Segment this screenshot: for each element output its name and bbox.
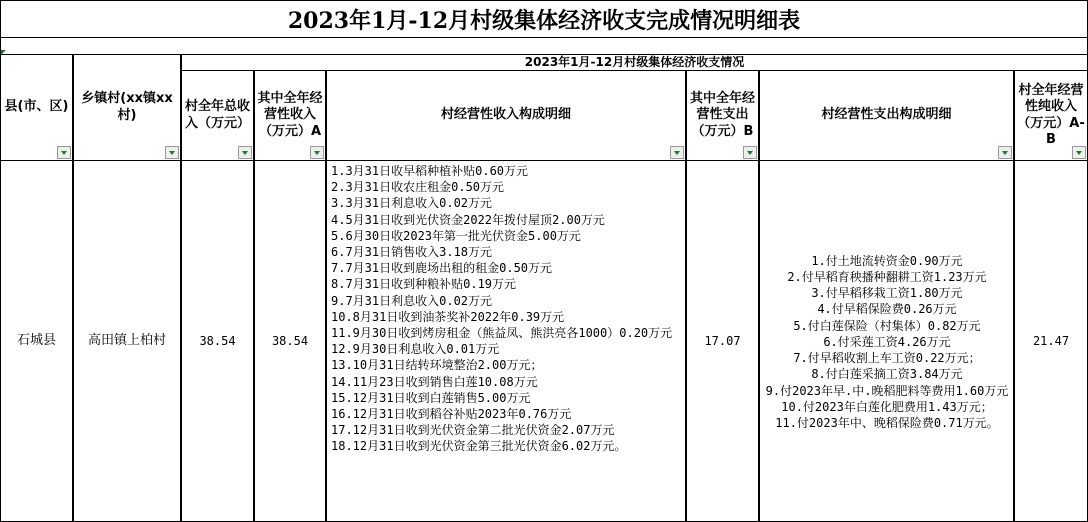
dropdown-filter-icon[interactable]	[238, 146, 252, 159]
income-item: 17.12月31日收到光伏资金第二批光伏资金2.07万元	[331, 423, 615, 438]
income-item: 16.12月31日收到稻谷补贴2023年0.76万元	[331, 407, 572, 422]
cell-total-income[interactable]	[181, 160, 254, 522]
sheet-title: 2023年1月-12月村级集体经济收支完成情况明细表	[0, 0, 1088, 38]
income-item: 10.8月31日收到油茶奖补2022年0.39万元	[331, 309, 565, 324]
cell-township[interactable]	[73, 160, 181, 522]
expense-item: 6.付采莲工资4.26万元	[823, 334, 951, 349]
dropdown-filter-icon[interactable]	[998, 146, 1012, 159]
dropdown-filter-icon[interactable]	[165, 146, 179, 159]
expense-item: 7.付早稻收割上车工资0.22万元；	[793, 351, 981, 366]
dropdown-filter-icon[interactable]	[57, 146, 71, 159]
income-item: 7.7月31日收到鹿场出租的租金0.50万元	[331, 261, 553, 276]
cell-net-income[interactable]	[1014, 160, 1088, 522]
header-expense-detail[interactable]	[759, 70, 1014, 161]
header-income-detail[interactable]	[326, 70, 686, 161]
header-net-income[interactable]	[1014, 70, 1088, 161]
group-header: 2023年1月-12月村级集体经济收支情况	[181, 54, 1088, 71]
cell-operating-expense[interactable]	[686, 160, 759, 522]
income-item: 13.10月31日结转环境整治2.00万元；	[331, 358, 543, 373]
cell-income-detail[interactable]	[326, 160, 686, 522]
income-item: 15.12月31日收到白莲销售5.00万元	[331, 390, 531, 405]
income-item: 1.3月31日收早稻种植补贴0.60万元	[331, 164, 529, 178]
expense-item: 10.付2023年白莲化肥费用1.43万元；	[781, 399, 993, 414]
expense-item: 11.付2023年中、晚稻保险费0.71万元。	[775, 415, 999, 430]
income-item: 11.9月30日收到烤房租金（熊益凤、熊洪亮各1000）0.20万元	[331, 326, 673, 341]
header-total-income[interactable]	[181, 70, 254, 161]
header-operating-expense[interactable]	[686, 70, 759, 161]
header-expense-detail-label: 村经营性支出构成明细	[821, 107, 952, 123]
header-operating-expense-label: 其中全年经营性支出（万元）B	[689, 91, 755, 139]
header-operating-income[interactable]	[254, 70, 326, 161]
income-item: 2.3月31日收农庄租金0.50万元	[331, 180, 505, 195]
income-item: 4.5月31日收到光伏资金2022年拨付屋顶2.00万元	[331, 212, 605, 227]
expense-item: 4.付早稻保险费0.26万元	[817, 302, 957, 317]
dropdown-filter-icon[interactable]	[670, 146, 684, 159]
income-item: 5.6月30日收2023年第一批光伏资金5.00万元	[331, 228, 581, 243]
header-county-label: 县(市、区)	[4, 99, 69, 115]
expense-item: 1.付土地流转资金0.90万元	[811, 253, 963, 268]
cell-county[interactable]	[0, 160, 73, 522]
operating-income-value: 38.54	[271, 333, 309, 348]
expense-item: 8.付白莲采摘工资3.84万元	[811, 367, 963, 382]
income-item: 3.3月31日利息收入0.02万元	[331, 196, 493, 211]
income-item: 18.12月31日收到光伏资金第三批光伏资金6.02万元。	[331, 439, 627, 454]
total-income-value: 38.54	[199, 333, 236, 348]
spacer-row	[0, 38, 1088, 54]
header-net-income-label: 村全年经营性纯收入（万元）A-B	[1017, 83, 1085, 147]
operating-expense-value: 17.07	[704, 333, 741, 348]
cell-expense-detail[interactable]	[759, 160, 1014, 522]
net-income-value: 21.47	[1032, 333, 1070, 348]
expense-item: 3.付早稻移栽工资1.80万元	[811, 286, 963, 301]
header-operating-income-label: 其中全年经营性收入（万元）A	[257, 91, 323, 139]
header-township[interactable]	[73, 54, 181, 161]
dropdown-filter-icon[interactable]	[310, 146, 324, 159]
income-item: 6.7月31日销售收入3.18万元	[331, 245, 493, 260]
income-item: 8.7月31日收到种粮补贴0.19万元	[331, 277, 517, 292]
dropdown-filter-icon[interactable]	[1072, 146, 1086, 159]
income-item: 12.9月30日利息收入0.01万元	[331, 342, 500, 357]
county-value: 石城县	[16, 332, 56, 348]
header-township-label: 乡镇村(xx镇xx村)	[81, 91, 173, 123]
header-total-income-label: 村全年总收入（万元）	[184, 99, 250, 131]
header-income-detail-label: 村经营性收入构成明细	[440, 107, 571, 123]
expense-item: 5.付白莲保险（村集体）0.82万元	[793, 318, 981, 333]
dropdown-filter-icon[interactable]	[743, 146, 757, 159]
township-value: 高田镇上柏村	[87, 332, 166, 348]
expense-item: 9.付2023年早.中.晚稻肥料等费用1.60万元	[765, 383, 1009, 398]
cell-operating-income[interactable]	[254, 160, 326, 522]
header-county[interactable]	[0, 54, 73, 161]
income-item: 14.11月23日收到销售白莲10.08万元	[331, 374, 538, 389]
expense-item: 2.付早稻育秧播种翻耕工资1.23万元	[787, 270, 987, 285]
income-item: 9.7月31日利息收入0.02万元	[331, 293, 493, 308]
